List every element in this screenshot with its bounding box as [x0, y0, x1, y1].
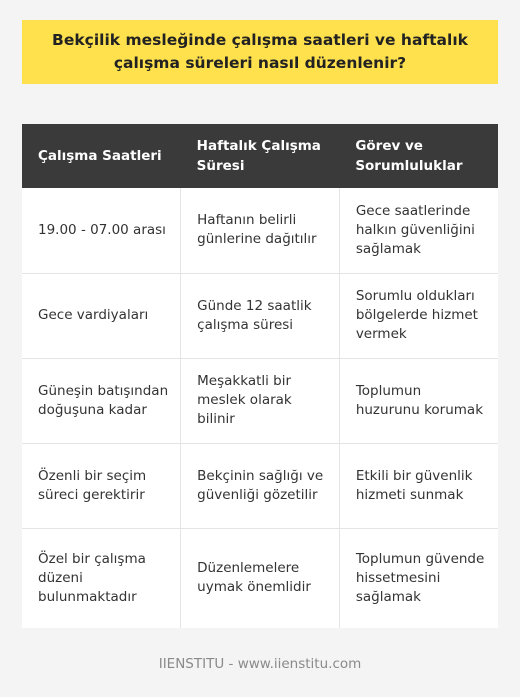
- info-table: [22, 124, 498, 628]
- table-row: [22, 188, 498, 273]
- table-cell: Gece saatlerinde halkın güvenliğini sağlamak: [339, 188, 498, 273]
- table-cell: Sorumlu oldukları bölgelerde hizmet vermek: [339, 273, 498, 358]
- table-row: [22, 358, 498, 443]
- page-title: Bekçilik mesleğinde çalışma saatleri ve haftalık çalışma süreleri nasıl düzenlenir?: [52, 31, 468, 72]
- table-row: [22, 443, 498, 528]
- footer-credit: IIENSTITU - www.iienstitu.com: [158, 656, 362, 672]
- table-cell: 19.00 - 07.00 arası: [22, 188, 181, 273]
- table-cell: Etkili bir güvenlik hizmeti sunmak: [339, 443, 498, 528]
- column-header-duties: Görev ve Sorumluluklar: [339, 124, 498, 188]
- table-cell: Bekçinin sağlığı ve güvenliği gözetilir: [181, 443, 340, 528]
- table-cell: Özenli bir seçim süreci gerektirir: [22, 443, 181, 528]
- title-banner: [22, 20, 498, 84]
- table-row: [22, 528, 498, 628]
- table-header-row: [22, 124, 498, 188]
- column-header-weekly: Haftalık Çalışma Süresi: [181, 124, 340, 188]
- table-cell: Gece vardiyaları: [22, 273, 181, 358]
- table-cell: Güneşin batışından doğuşuna kadar: [22, 358, 181, 443]
- table-cell: Günde 12 saatlik çalışma süresi: [181, 273, 340, 358]
- table-cell: Özel bir çalışma düzeni bulunmaktadır: [22, 528, 181, 628]
- table-cell: Haftanın belirli günlerine dağıtılır: [181, 188, 340, 273]
- table-cell: Toplumun huzurunu korumak: [339, 358, 498, 443]
- column-header-hours: Çalışma Saatleri: [22, 124, 181, 188]
- table-cell: Meşakkatli bir meslek olarak bilinir: [181, 358, 340, 443]
- table-cell: Düzenlemelere uymak önemlidir: [181, 528, 340, 628]
- table-cell: Toplumun güvende hissetmesini sağlamak: [339, 528, 498, 628]
- table-row: [22, 273, 498, 358]
